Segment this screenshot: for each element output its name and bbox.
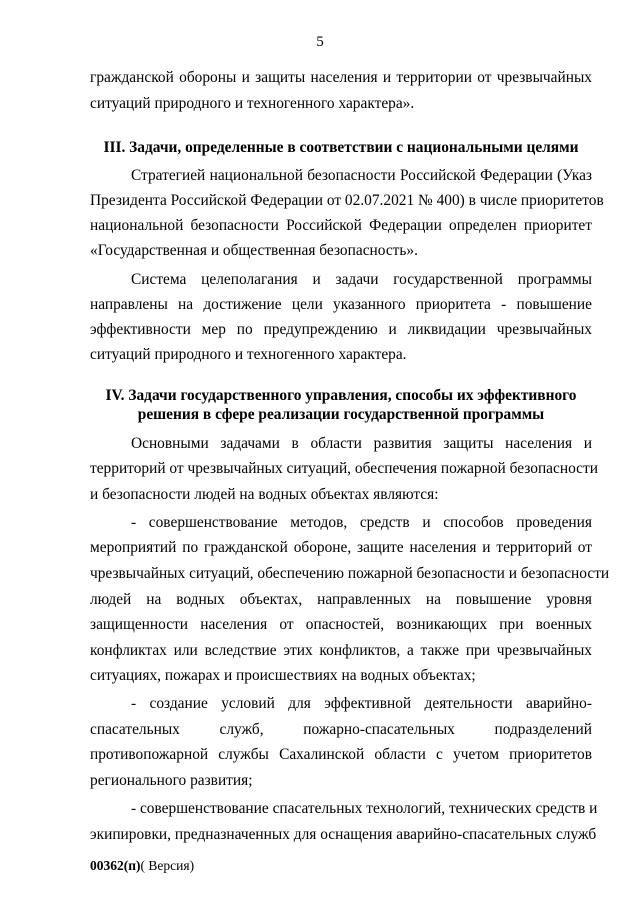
list-item-line: людей на водных объектах, направленных на повышение уровня: [90, 591, 592, 608]
paragraph-line: Основными задачами в области развития защиты населения и: [131, 435, 592, 452]
list-item-line: противопожарной службы Сахалинской области с учетом приоритетов: [90, 746, 592, 763]
section-heading: решения в сфере реализации государственной программы: [137, 406, 545, 423]
list-item-line: регионального развития;: [90, 772, 253, 789]
section-heading: III. Задачи, определенные в соответствии с национальными целями: [103, 139, 579, 156]
paragraph-line: Система целеполагания и задачи государственной программы: [131, 271, 592, 288]
document-code: 00362(п): [90, 858, 141, 873]
list-item-line: - совершенствование методов, средств и способов проведения: [131, 514, 592, 531]
document-footer: [90, 858, 194, 874]
paragraph-line: и безопасности людей на водных объектах являются:: [90, 486, 439, 503]
section-heading: IV. Задачи государственного управления, способы их эффективного: [105, 387, 577, 404]
paragraph-line: Стратегией национальной безопасности Российской Федерации (Указ: [131, 167, 592, 184]
version-label: ( Версия): [140, 858, 195, 873]
list-item-line: защищенности населения от опасностей, возникающих при военных: [90, 616, 592, 633]
paragraph-line: территорий от чрезвычайных ситуаций, обеспечения пожарной безопасности: [90, 460, 598, 477]
list-item-line: - совершенствование спасательных технологий, технических средств и: [131, 800, 598, 817]
list-item-line: - создание условий для эффективной деятельности аварийно-: [131, 695, 592, 712]
intro-line: гражданской обороны и защиты населения и территории от чрезвычайных: [90, 69, 592, 86]
intro-line: ситуаций природного и техногенного характера».: [90, 95, 415, 112]
list-item-line: экипировки, предназначенных для оснащения аварийно-спасательных служб: [90, 826, 597, 843]
page-number: 5: [316, 34, 324, 50]
paragraph-line: «Государственная и общественная безопасность».: [90, 242, 418, 259]
list-item-line: конфликтах или вследствие этих конфликтов, а также при чрезвычайных: [90, 642, 592, 659]
paragraph-line: национальной безопасности Российской Федерации определен приоритет: [90, 217, 592, 234]
list-item-line: мероприятий по гражданской обороне, защите населения и территорий от: [90, 539, 592, 556]
list-item-line: чрезвычайных ситуаций, обеспечению пожарной безопасности и безопасности: [90, 565, 610, 582]
paragraph-line: эффективности мер по предупреждению и ликвидации чрезвычайных: [90, 321, 592, 338]
paragraph-line: ситуаций природного и техногенного характера.: [90, 346, 407, 363]
paragraph-line: направлены на достижение цели указанного приоритета - повышение: [90, 296, 592, 313]
list-item-line: ситуациях, пожарах и происшествиях на водных объектах;: [90, 667, 476, 684]
list-item-line: спасательных служб, пожарно-спасательных подразделений: [90, 721, 592, 738]
paragraph-line: Президента Российской Федерации от 02.07.2021 № 400) в числе приоритетов: [90, 192, 604, 209]
